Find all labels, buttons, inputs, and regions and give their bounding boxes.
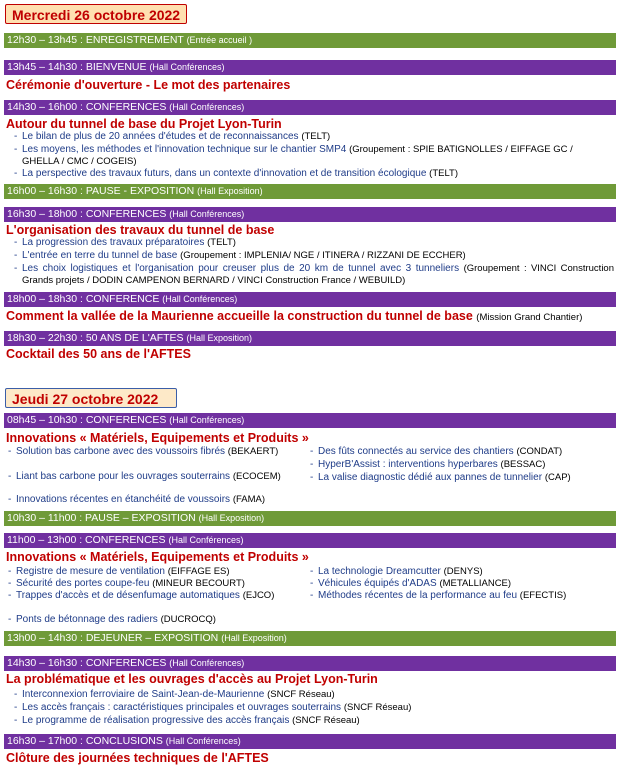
bar-location: (Entrée accueil ): [186, 35, 253, 45]
schedule-bar: [4, 60, 616, 75]
bar-time: 14h30 – 16h00 : CONFERENCES: [7, 101, 167, 113]
item-org: (DUCROCQ): [160, 614, 216, 625]
bar-time: 16h30 – 18h00 : CONFERENCES: [7, 208, 167, 220]
dash-bullet-icon: -: [310, 578, 314, 589]
bar-time: 13h00 – 14h30 : DEJEUNER – EXPOSITION: [7, 632, 219, 644]
dash-bullet-icon: -: [14, 715, 18, 726]
bar-location: (Hall Conférences): [162, 294, 238, 304]
schedule-bar: [4, 734, 616, 749]
session-title: Autour du tunnel de base du Projet Lyon-Turin: [6, 117, 282, 131]
bar-time: 11h00 – 13h00 : CONFERENCES: [7, 534, 166, 546]
session-title: L'organisation des travaux du tunnel de base: [6, 223, 275, 237]
item-text: Interconnexion ferroviaire de Saint-Jean-de-Maurienne: [22, 689, 265, 700]
item-text: Les accès français : caractéristiques principales et ouvrages souterrains: [22, 702, 342, 713]
dash-bullet-icon: -: [8, 590, 12, 601]
list-item: [14, 168, 612, 180]
bar-location: (Hall Exposition): [186, 333, 252, 343]
day-2-label-text: Jeudi 27 octobre 2022: [12, 391, 159, 407]
session-title: Innovations « Matériels, Equipements et Produits »: [6, 550, 309, 564]
list-item: [310, 459, 618, 471]
item-text: Le bilan de plus de 20 années d'études et de reconnaissances: [22, 131, 299, 142]
item-text: Ponts de bétonnage des radiers: [16, 614, 158, 625]
item-org: (EFECTIS): [519, 590, 567, 601]
bar-location: (Hall Exposition): [198, 513, 265, 523]
list-item: [8, 471, 294, 483]
item-org: (CONDAT): [516, 446, 563, 457]
dash-bullet-icon: -: [14, 250, 18, 261]
item-org: (Groupement : SPIE BATIGNOLLES / EIFFAGE GC / GHELLA / CMC / COGEIS): [22, 144, 573, 167]
bar-location: (Hall Exposition): [197, 186, 263, 196]
item-text: Trappes d'accès et de désenfumage automatiques: [16, 590, 240, 601]
session-title: Cérémonie d'ouverture - Le mot des partenaires: [6, 78, 291, 92]
session-title: Clôture des journées techniques de l'AFTES: [6, 751, 269, 765]
schedule-bar: [4, 511, 616, 526]
schedule-bar: [4, 292, 616, 307]
item-org: (SNCF Réseau): [267, 689, 335, 700]
bar-time: 16h30 – 17h00 : CONCLUSIONS: [7, 735, 163, 747]
bar-time: 18h30 – 22h30 : 50 ANS DE L'AFTES: [7, 332, 184, 344]
list-item: [310, 472, 618, 484]
item-text: Sécurité des portes coupe-feu: [16, 578, 150, 589]
bar-time: 16h00 – 16h30 : PAUSE - EXPOSITION: [7, 185, 195, 197]
item-text: La perspective des travaux futurs, dans un contexte d'innovation et de transition écologique: [22, 168, 427, 179]
dash-bullet-icon: -: [310, 459, 314, 470]
schedule-bar: [4, 207, 616, 222]
list-item: [8, 446, 294, 458]
list-item: [14, 263, 614, 287]
dash-bullet-icon: -: [8, 578, 12, 589]
dash-bullet-icon: -: [14, 237, 18, 248]
dash-bullet-icon: -: [14, 144, 18, 155]
dash-bullet-icon: -: [8, 566, 12, 577]
item-org: (TELT): [301, 131, 331, 142]
day-2-label: [5, 388, 177, 408]
item-text: Registre de mesure de ventilation: [16, 566, 165, 577]
item-text: La technologie Dreamcutter: [318, 566, 441, 577]
dash-bullet-icon: -: [14, 702, 18, 713]
item-org: (TELT): [429, 168, 459, 179]
bar-time: 18h00 – 18h30 : CONFERENCE: [7, 293, 160, 305]
bar-location: (Hall Conférences): [165, 736, 241, 746]
item-org: (METALLIANCE): [439, 578, 512, 589]
list-item: [310, 590, 618, 602]
item-org: (DENYS): [443, 566, 483, 577]
session-title: [6, 309, 582, 323]
bar-location: (Hall Conférences): [168, 535, 244, 545]
schedule-bar: [4, 184, 616, 199]
dash-bullet-icon: -: [310, 472, 314, 483]
session-title: Cocktail des 50 ans de l'AFTES: [6, 347, 191, 361]
list-item: [310, 566, 618, 578]
item-org: (EJCO): [242, 590, 275, 601]
schedule-bar: [4, 413, 616, 428]
item-text: HyperB'Assist : interventions hyperbares: [318, 459, 498, 470]
dash-bullet-icon: -: [14, 689, 18, 700]
item-text: La valise diagnostic dédié aux pannes de tunnelier: [318, 472, 543, 483]
day-1-label: [5, 4, 187, 24]
schedule-bar: [4, 100, 616, 115]
item-text: Les moyens, les méthodes et l'innovation technique sur le chantier SMP4: [22, 144, 347, 155]
list-item: [14, 702, 612, 714]
dash-bullet-icon: -: [8, 614, 12, 625]
list-item: [14, 144, 612, 168]
list-item: [14, 689, 612, 701]
list-item: [14, 250, 612, 262]
bar-time: 08h45 – 10h30 : CONFERENCES: [7, 414, 167, 426]
session-title: La problématique et les ouvrages d'accès au Projet Lyon-Turin: [6, 672, 378, 686]
bar-location: (Hall Conférences): [169, 209, 245, 219]
bar-location: (Hall Conférences): [169, 415, 245, 425]
dash-bullet-icon: -: [310, 590, 314, 601]
list-item: [310, 578, 618, 590]
list-item: [14, 237, 612, 249]
bar-location: (Hall Conférences): [169, 102, 245, 112]
list-item: [8, 494, 316, 506]
list-item: [14, 715, 612, 727]
list-item: [8, 578, 306, 590]
title-org: (Mission Grand Chantier): [476, 312, 583, 323]
dash-bullet-icon: -: [14, 131, 18, 142]
bar-location: (Hall Conférences): [149, 62, 225, 72]
item-text: Véhicules équipés d'ADAS: [318, 578, 437, 589]
dash-bullet-icon: -: [14, 168, 18, 179]
item-org: (CAP): [544, 472, 571, 483]
item-text: Innovations récentes en étanchéité de voussoirs: [16, 494, 231, 505]
dash-bullet-icon: -: [8, 446, 12, 457]
day-1-label-text: Mercredi 26 octobre 2022: [12, 7, 181, 23]
item-org: (BEKAERT): [227, 446, 279, 457]
item-text: La progression des travaux préparatoires: [22, 237, 205, 248]
title-text: Comment la vallée de la Maurienne accueille la construction du tunnel de base: [6, 309, 473, 323]
item-org: (Groupement : VINCI Construction Grands projets / DODIN CAMPENON BERNARD / VINCI Construction France / WEBUILD): [22, 263, 614, 286]
item-text: Liant bas carbone pour les ouvrages souterrains: [16, 471, 231, 482]
list-item: [8, 614, 306, 626]
schedule-bar: [4, 656, 616, 671]
item-org: (MINEUR BECOURT): [152, 578, 245, 589]
schedule-bar: [4, 631, 616, 646]
dash-bullet-icon: -: [8, 471, 12, 482]
bar-time: 14h30 – 16h30 : CONFERENCES: [7, 657, 167, 669]
dash-bullet-icon: -: [14, 263, 18, 274]
dash-bullet-icon: -: [310, 446, 314, 457]
bar-time: 13h45 – 14h30 : BIENVENUE: [7, 61, 147, 73]
item-org: (BESSAC): [500, 459, 546, 470]
item-org: (ECOCEM): [232, 471, 281, 482]
bar-time: 10h30 – 11h00 : PAUSE – EXPOSITION: [7, 512, 196, 524]
list-item: [14, 131, 612, 143]
item-text: Solution bas carbone avec des voussoirs fibrés: [16, 446, 226, 457]
item-org: (SNCF Réseau): [343, 702, 412, 713]
dash-bullet-icon: -: [310, 566, 314, 577]
schedule-bar: [4, 33, 616, 48]
item-text: L'entrée en terre du tunnel de base: [22, 250, 178, 261]
item-org: (EIFFAGE ES): [167, 566, 230, 577]
item-org: (Groupement : IMPLENIA/ NGE / ITINERA / RIZZANI DE ECCHER): [180, 250, 466, 261]
item-org: (SNCF Réseau): [292, 715, 360, 726]
schedule-bar: [4, 533, 616, 548]
item-org: (TELT): [207, 237, 236, 248]
bar-time: 12h30 – 13h45 : ENREGISTREMENT: [7, 34, 184, 46]
item-text: Le programme de réalisation progressive des accès français: [22, 715, 290, 726]
session-title: Innovations « Matériels, Equipements et Produits »: [6, 431, 309, 445]
item-text: Les choix logistiques et l'organisation pour creuser plus de 20 km de tunnel avec 3 tunneliers: [22, 263, 460, 274]
list-item: [8, 566, 306, 578]
bar-location: (Hall Conférences): [169, 658, 245, 668]
item-org: (FAMA): [232, 494, 266, 505]
item-text: Méthodes récentes de la performance au feu: [318, 590, 518, 601]
list-item: [8, 590, 294, 602]
dash-bullet-icon: -: [8, 494, 12, 505]
bar-location: (Hall Exposition): [221, 633, 287, 643]
schedule-bar: [4, 331, 616, 346]
list-item: [310, 446, 618, 458]
item-text: Des fûts connectés au service des chantiers: [318, 446, 514, 457]
